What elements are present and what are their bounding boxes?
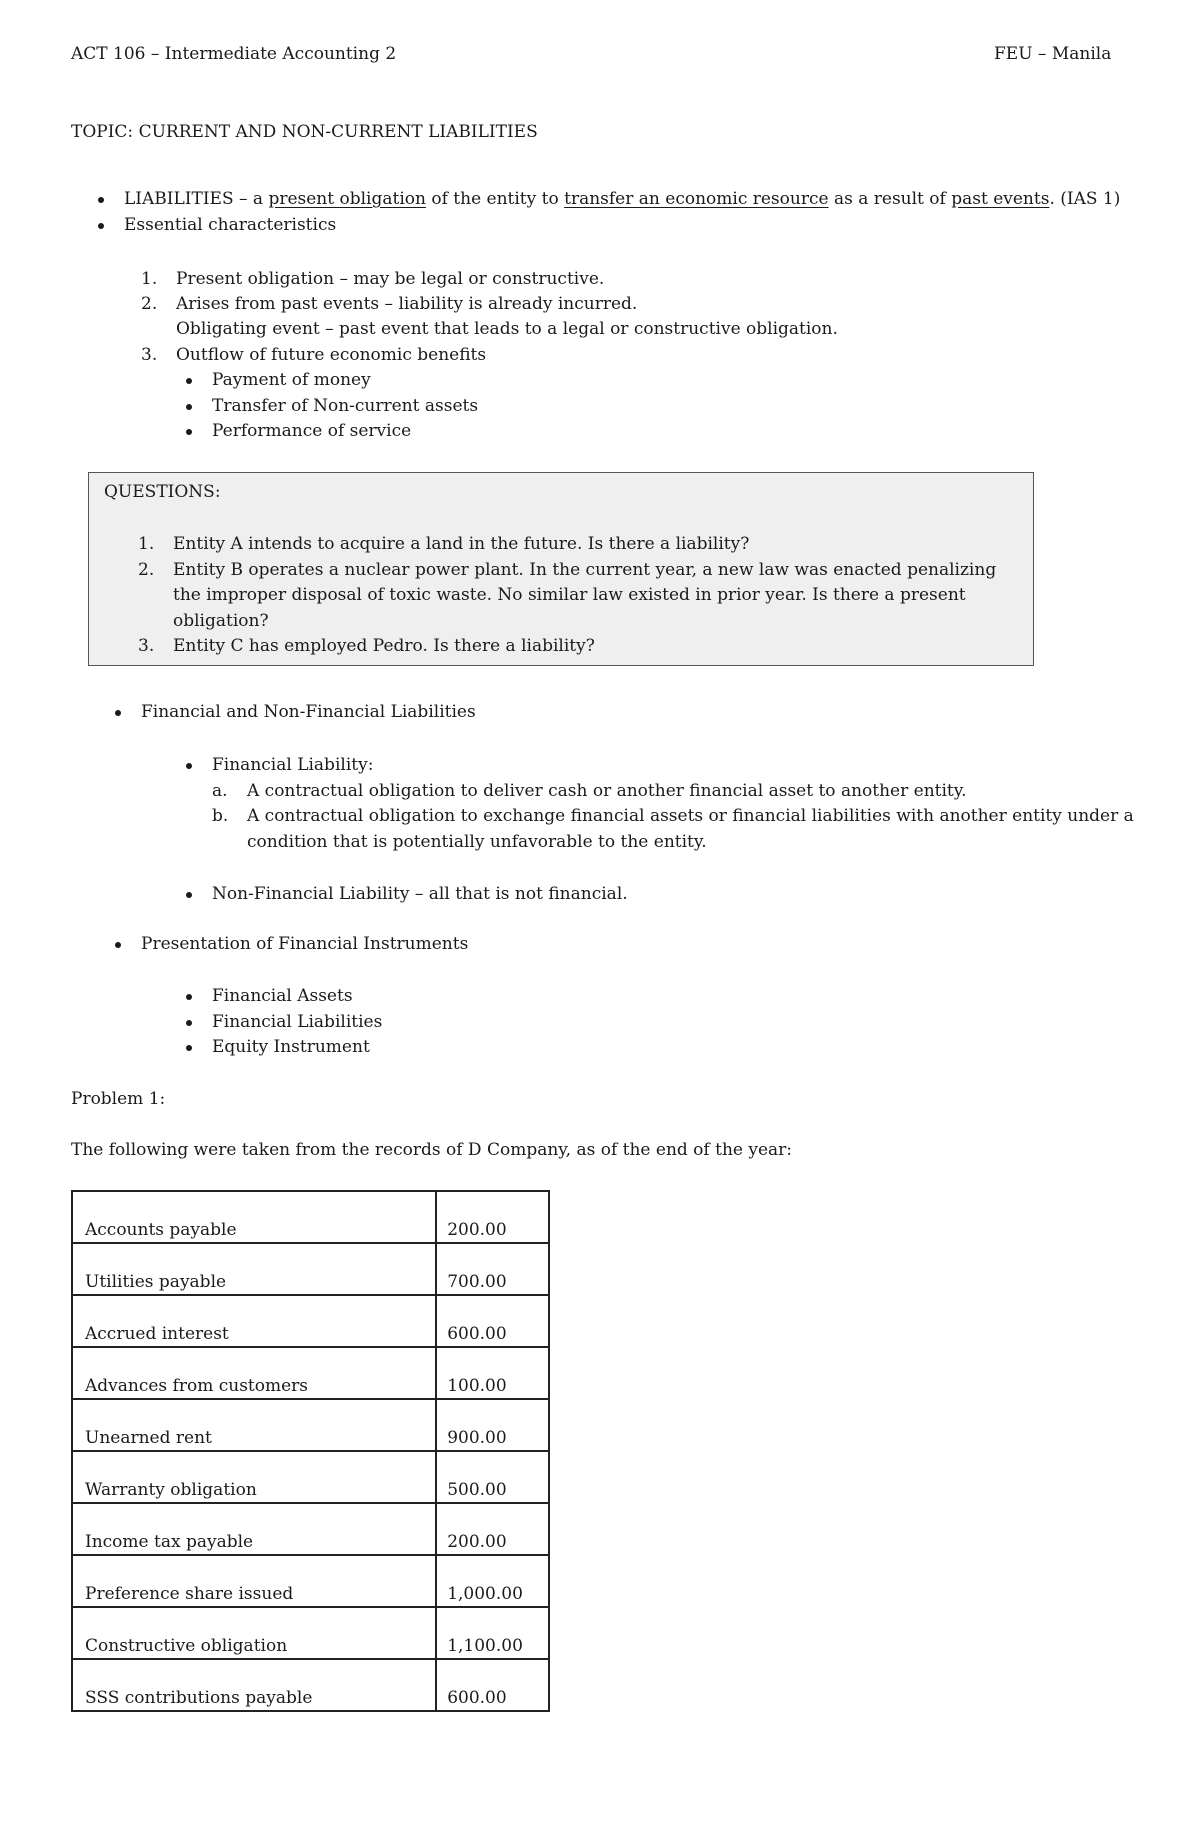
table-row — [72, 1399, 549, 1451]
question-1: Entity A intends to acquire a land in the future. Is there a liability? — [173, 534, 750, 554]
table-cell-amount: 200.00 — [436, 1503, 549, 1555]
char-number-1: 1. — [141, 269, 158, 289]
problem-title: Problem 1: — [71, 1089, 166, 1109]
table-row — [72, 1243, 549, 1295]
question-2-line-2: the improper disposal of toxic waste. No similar law existed in prior year. Is there a present — [173, 585, 966, 605]
table-row — [72, 1191, 549, 1243]
table-cell-item: Accounts payable — [72, 1191, 436, 1243]
table-cell-amount: 700.00 — [436, 1243, 549, 1295]
table-row — [72, 1503, 549, 1555]
outflow-sub-item-2: Transfer of Non-current assets — [212, 396, 479, 416]
char-item-2: Arises from past events – liability is already incurred. — [176, 294, 638, 314]
fin-nonfin-heading: Financial and Non-Financial Liabilities — [141, 702, 476, 722]
table-cell-item: Constructive obligation — [72, 1607, 436, 1659]
definition-term: LIABILITIES – a — [124, 189, 269, 209]
table-cell-amount: 900.00 — [436, 1399, 549, 1451]
table-cell-amount: 1,000.00 — [436, 1555, 549, 1607]
definition-underline-3: past events — [951, 189, 1050, 209]
school-name: FEU – Manila — [994, 44, 1112, 64]
table-cell-amount: 600.00 — [436, 1659, 549, 1711]
table-cell-item: Warranty obligation — [72, 1451, 436, 1503]
presentation-item-1: Financial Assets — [212, 986, 353, 1006]
outflow-sub-item-1: Payment of money — [212, 370, 371, 390]
table-row — [72, 1555, 549, 1607]
table-cell-amount: 200.00 — [436, 1191, 549, 1243]
fl-letter-a: a. — [212, 781, 228, 801]
definition-text-3: as a result of — [828, 189, 952, 209]
definition-text-4: . (IAS 1) — [1049, 189, 1121, 209]
fl-letter-b: b. — [212, 806, 229, 826]
fl-item-b-line-2: condition that is potentially unfavorable to the entity. — [247, 832, 707, 852]
table-cell-amount: 100.00 — [436, 1347, 549, 1399]
table-cell-item: Accrued interest — [72, 1295, 436, 1347]
presentation-item-2: Financial Liabilities — [212, 1012, 383, 1032]
fl-item-b-line-1: A contractual obligation to exchange financial assets or financial liabilities with another entity under a — [247, 806, 1134, 826]
definition-underline-2: transfer an economic resource — [564, 189, 829, 209]
liabilities-table — [71, 1190, 550, 1712]
non-financial-liability: Non-Financial Liability – all that is not financial. — [212, 884, 628, 904]
table-cell-item: SSS contributions payable — [72, 1659, 436, 1711]
question-2-line-3: obligation? — [173, 611, 269, 631]
financial-liability-heading: Financial Liability: — [212, 755, 374, 775]
definition-underline-1: present obligation — [268, 189, 426, 209]
question-number-3: 3. — [138, 636, 155, 656]
table-row — [72, 1659, 549, 1711]
table-cell-item: Unearned rent — [72, 1399, 436, 1451]
question-3: Entity C has employed Pedro. Is there a liability? — [173, 636, 595, 656]
presentation-heading: Presentation of Financial Instruments — [141, 934, 469, 954]
table-cell-amount: 500.00 — [436, 1451, 549, 1503]
presentation-item-3: Equity Instrument — [212, 1037, 370, 1057]
course-title: ACT 106 – Intermediate Accounting 2 — [71, 44, 397, 64]
topic-heading: TOPIC: CURRENT AND NON-CURRENT LIABILITIES — [71, 122, 538, 142]
essential-characteristics: Essential characteristics — [124, 215, 337, 235]
table-row — [72, 1347, 549, 1399]
table-cell-item: Income tax payable — [72, 1503, 436, 1555]
question-number-1: 1. — [138, 534, 155, 554]
table-row — [72, 1295, 549, 1347]
questions-title: QUESTIONS: — [104, 482, 221, 502]
char-number-3: 3. — [141, 345, 158, 365]
table-cell-amount: 600.00 — [436, 1295, 549, 1347]
table-cell-item: Preference share issued — [72, 1555, 436, 1607]
table-row — [72, 1451, 549, 1503]
char-item-3: Outflow of future economic benefits — [176, 345, 487, 365]
question-2-line-1: Entity B operates a nuclear power plant. In the current year, a new law was enacted penalizing — [173, 560, 997, 580]
char-item-2-note: Obligating event – past event that leads to a legal or constructive obligation. — [176, 319, 838, 339]
question-number-2: 2. — [138, 560, 155, 580]
table-cell-amount: 1,100.00 — [436, 1607, 549, 1659]
problem-intro: The following were taken from the records of D Company, as of the end of the year: — [71, 1140, 793, 1160]
table-cell-item: Utilities payable — [72, 1243, 436, 1295]
char-item-1: Present obligation – may be legal or constructive. — [176, 269, 605, 289]
outflow-sub-item-3: Performance of service — [212, 421, 412, 441]
table-row — [72, 1607, 549, 1659]
fl-item-a: A contractual obligation to deliver cash or another financial asset to another entity. — [247, 781, 967, 801]
table-cell-item: Advances from customers — [72, 1347, 436, 1399]
definition-text-2: of the entity to — [425, 189, 565, 209]
definition-item — [124, 189, 1120, 209]
char-number-2: 2. — [141, 294, 158, 314]
